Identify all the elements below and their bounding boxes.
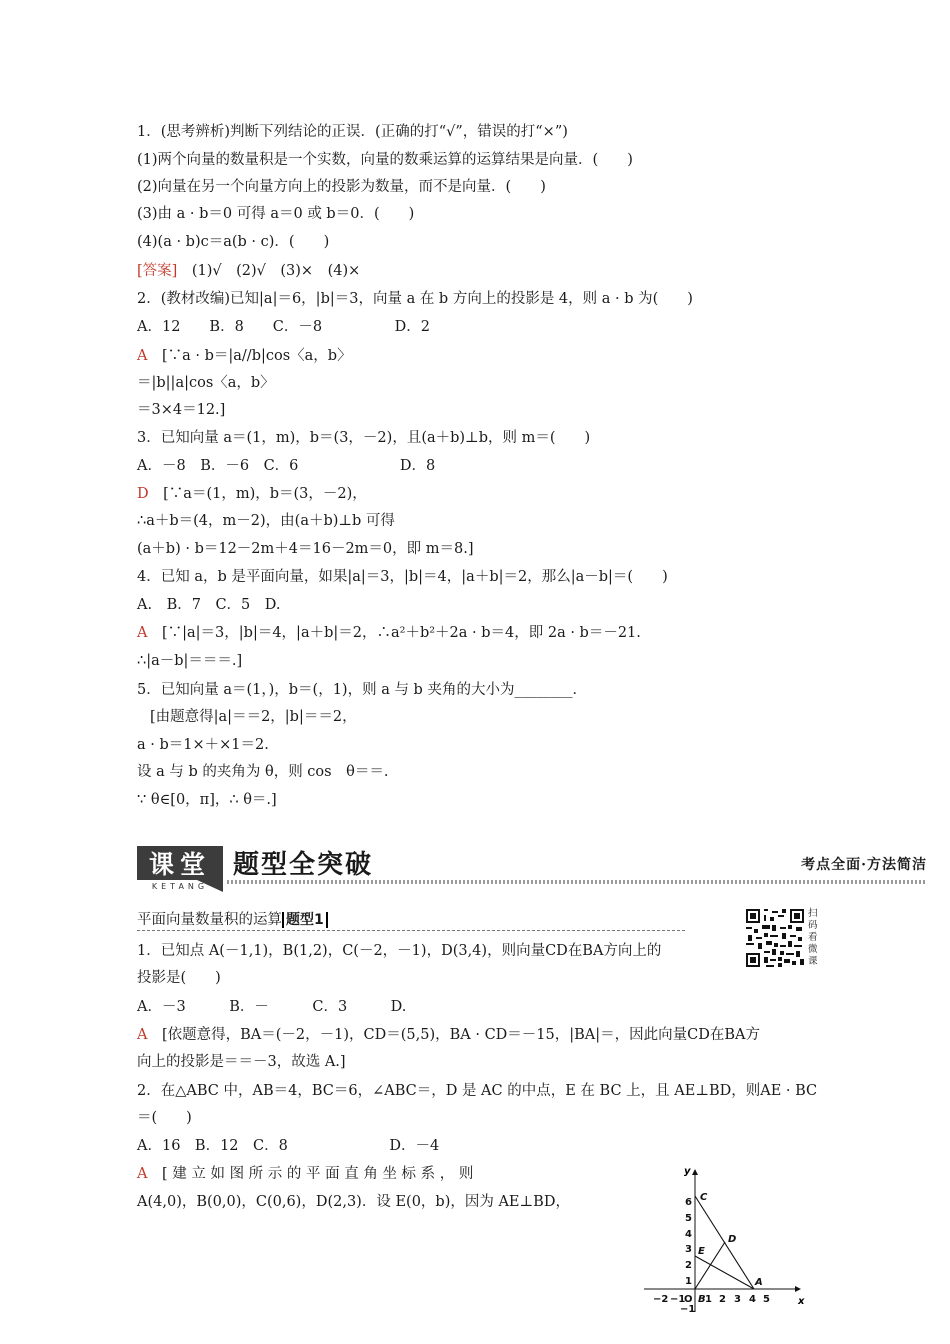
question-1-answer bbox=[137, 261, 360, 281]
example-2-continued: ＝( ) bbox=[137, 1110, 192, 1126]
solution-line: ＝|b||a|cos〈a，b〉 bbox=[137, 375, 275, 391]
answer-key: A bbox=[137, 348, 148, 364]
answer-key: D bbox=[137, 486, 149, 502]
x-tick-label: 1 bbox=[705, 1294, 712, 1305]
example-2-solution bbox=[137, 1164, 473, 1184]
question-1-heading: 1．(思考辨析)判断下列结论的正误．(正确的打“√”，错误的打“×”) bbox=[137, 124, 568, 140]
topic-tag: 题型1 bbox=[282, 912, 328, 928]
question-1-item-4: (4)(a · b)c＝a(b · c)．( ) bbox=[137, 234, 330, 250]
solution-line: [由题意得|a|＝＝2，|b|＝＝2， bbox=[150, 709, 357, 725]
x-tick-label: O bbox=[684, 1294, 693, 1305]
solution-line: (a＋b) · b＝12－2m＋4＝16－2m＝0，即 m＝8.] bbox=[137, 541, 474, 557]
example-1-options: A．－3 B．－ C．3 D. bbox=[137, 999, 407, 1015]
qr-caption: 扫码看微课 bbox=[808, 908, 818, 967]
point-label-a: A bbox=[755, 1277, 763, 1288]
topic-text: 平面向量数量积的运算 bbox=[137, 912, 282, 928]
banner-box: 课堂 bbox=[137, 846, 223, 880]
point-label-d: D bbox=[728, 1234, 737, 1245]
question-2-options: A．12 B．8 C．－8 D．2 bbox=[137, 319, 430, 335]
solution-line: [依题意得，BA＝(－2，－1)，CD＝(5,5)，BA · CD＝－15，|BA|＝，因此向量CD在BA方 bbox=[147, 1027, 760, 1043]
y-tick-label: 2 bbox=[685, 1260, 692, 1271]
x-axis-label: x bbox=[798, 1296, 805, 1307]
solution-line: [∵a＝(1，m)，b＝(3，－2)， bbox=[148, 486, 367, 502]
segment-ae bbox=[695, 1256, 754, 1289]
banner-title: 题型全突破 bbox=[233, 850, 374, 880]
solution-line: A(4,0)，B(0,0)，C(0,6)，D(2,3)．设 E(0，b)，因为 AE⊥BD， bbox=[137, 1194, 570, 1210]
question-5: 5．已知向量 a＝(1，)，b＝(，1)，则 a 与 b 夹角的大小为________． bbox=[137, 682, 587, 698]
y-tick-label: −1 bbox=[680, 1304, 696, 1314]
solution-line: [∵|a|＝3，|b|＝4，|a＋b|＝2，∴a²＋b²＋2a · b＝4，即 2a · b＝－21. bbox=[147, 625, 641, 641]
banner-rule bbox=[227, 880, 927, 884]
x-tick-label: B bbox=[698, 1294, 706, 1305]
question-2: 2．(教材改编)已知|a|＝6，|b|＝3，向量 a 在 b 方向上的投影是 4，则 a · b 为( ) bbox=[137, 291, 693, 307]
topic-divider bbox=[137, 930, 685, 931]
section-banner bbox=[137, 846, 927, 896]
answer-key: A bbox=[137, 625, 148, 641]
question-3: 3．已知向量 a＝(1，m)，b＝(3，－2)，且(a＋b)⊥b，则 m＝( ) bbox=[137, 430, 591, 446]
question-4-solution bbox=[137, 623, 641, 643]
question-3-options: A．－8 B．－6 C．6 D．8 bbox=[137, 458, 436, 474]
y-axis-label: y bbox=[684, 1166, 691, 1177]
answer-text: (1)√ (2)√ (3)× (4)× bbox=[177, 263, 361, 279]
solution-line: ＝3×4＝12.] bbox=[137, 402, 226, 418]
solution-line: ∴|a－b|＝＝＝.] bbox=[137, 653, 243, 669]
topic-heading bbox=[137, 910, 328, 930]
solution-line: 设 a 与 b 的夹角为 θ，则 cos θ＝＝. bbox=[137, 764, 389, 780]
example-1: 1．已知点 A(－1,1)，B(1,2)，C(－2，－1)，D(3,4)，则向量CD在BA方向上的 bbox=[137, 943, 662, 959]
y-tick-label: 3 bbox=[685, 1244, 692, 1255]
point-label-e: E bbox=[698, 1246, 705, 1257]
question-1-item-3: (3)由 a · b＝0 可得 a＝0 或 b＝0．( ) bbox=[137, 206, 415, 222]
example-1-continued: 投影是( ) bbox=[137, 970, 221, 986]
question-3-solution bbox=[137, 484, 367, 504]
solution-line: [∵a · b＝|a//b|cos〈a，b〉 bbox=[147, 348, 352, 364]
answer-key: A bbox=[137, 1027, 148, 1043]
answer-key: A bbox=[137, 1166, 148, 1182]
y-tick-label: 1 bbox=[685, 1276, 692, 1287]
question-1-item-1: (1)两个向量的数量积是一个实数，向量的数乘运算的运算结果是向量．( ) bbox=[137, 152, 633, 168]
y-tick-label: 5 bbox=[685, 1213, 692, 1224]
banner-subtitle: KETANG bbox=[151, 882, 209, 891]
solution-line: ∴a＋b＝(4，m－2)，由(a＋b)⊥b 可得 bbox=[137, 513, 395, 529]
solution-line: a · b＝1×＋×1＝2. bbox=[137, 737, 269, 753]
x-tick-label: 2 bbox=[719, 1294, 726, 1305]
question-2-solution bbox=[137, 346, 352, 366]
x-tick-label: 4 bbox=[749, 1294, 756, 1305]
solution-line: 向上的投影是＝＝－3，故选 A.] bbox=[137, 1054, 346, 1070]
question-4-options: A. B．7 C．5 D. bbox=[137, 597, 281, 613]
point-label-c: C bbox=[700, 1192, 708, 1203]
question-1-item-2: (2)向量在另一个向量方向上的投影为数量，而不是向量．( ) bbox=[137, 179, 546, 195]
x-tick-label: −1 bbox=[670, 1294, 686, 1305]
qr-code-icon[interactable] bbox=[744, 907, 806, 969]
example-2: 2．在△ABC 中，AB＝4，BC＝6，∠ABC＝，D 是 AC 的中点，E 在 BC 上，且 AE⊥BD，则AE · BC bbox=[137, 1083, 818, 1099]
x-tick-label: −2 bbox=[653, 1294, 669, 1305]
example-1-solution bbox=[137, 1025, 760, 1045]
y-tick-label: 4 bbox=[685, 1229, 692, 1240]
question-4: 4．已知 a，b 是平面向量，如果|a|＝3，|b|＝4，|a＋b|＝2，那么|a－b|＝( ) bbox=[137, 569, 668, 585]
x-tick-label: 5 bbox=[763, 1294, 770, 1305]
x-tick-label: 3 bbox=[734, 1294, 741, 1305]
solution-line: [ 建 立 如 图 所 示 的 平 面 直 角 坐 标 系 ， 则 bbox=[147, 1166, 474, 1182]
example-2-options: A．16 B．12 C．8 D．－4 bbox=[137, 1138, 440, 1154]
solution-line: ∵ θ∈[0，π]，∴ θ＝.] bbox=[137, 792, 277, 808]
answer-label: [答案] bbox=[137, 263, 178, 279]
coordinate-figure bbox=[642, 1164, 812, 1314]
banner-slogan: 考点全面·方法简洁 bbox=[801, 857, 927, 873]
y-tick-label: 6 bbox=[685, 1197, 692, 1208]
